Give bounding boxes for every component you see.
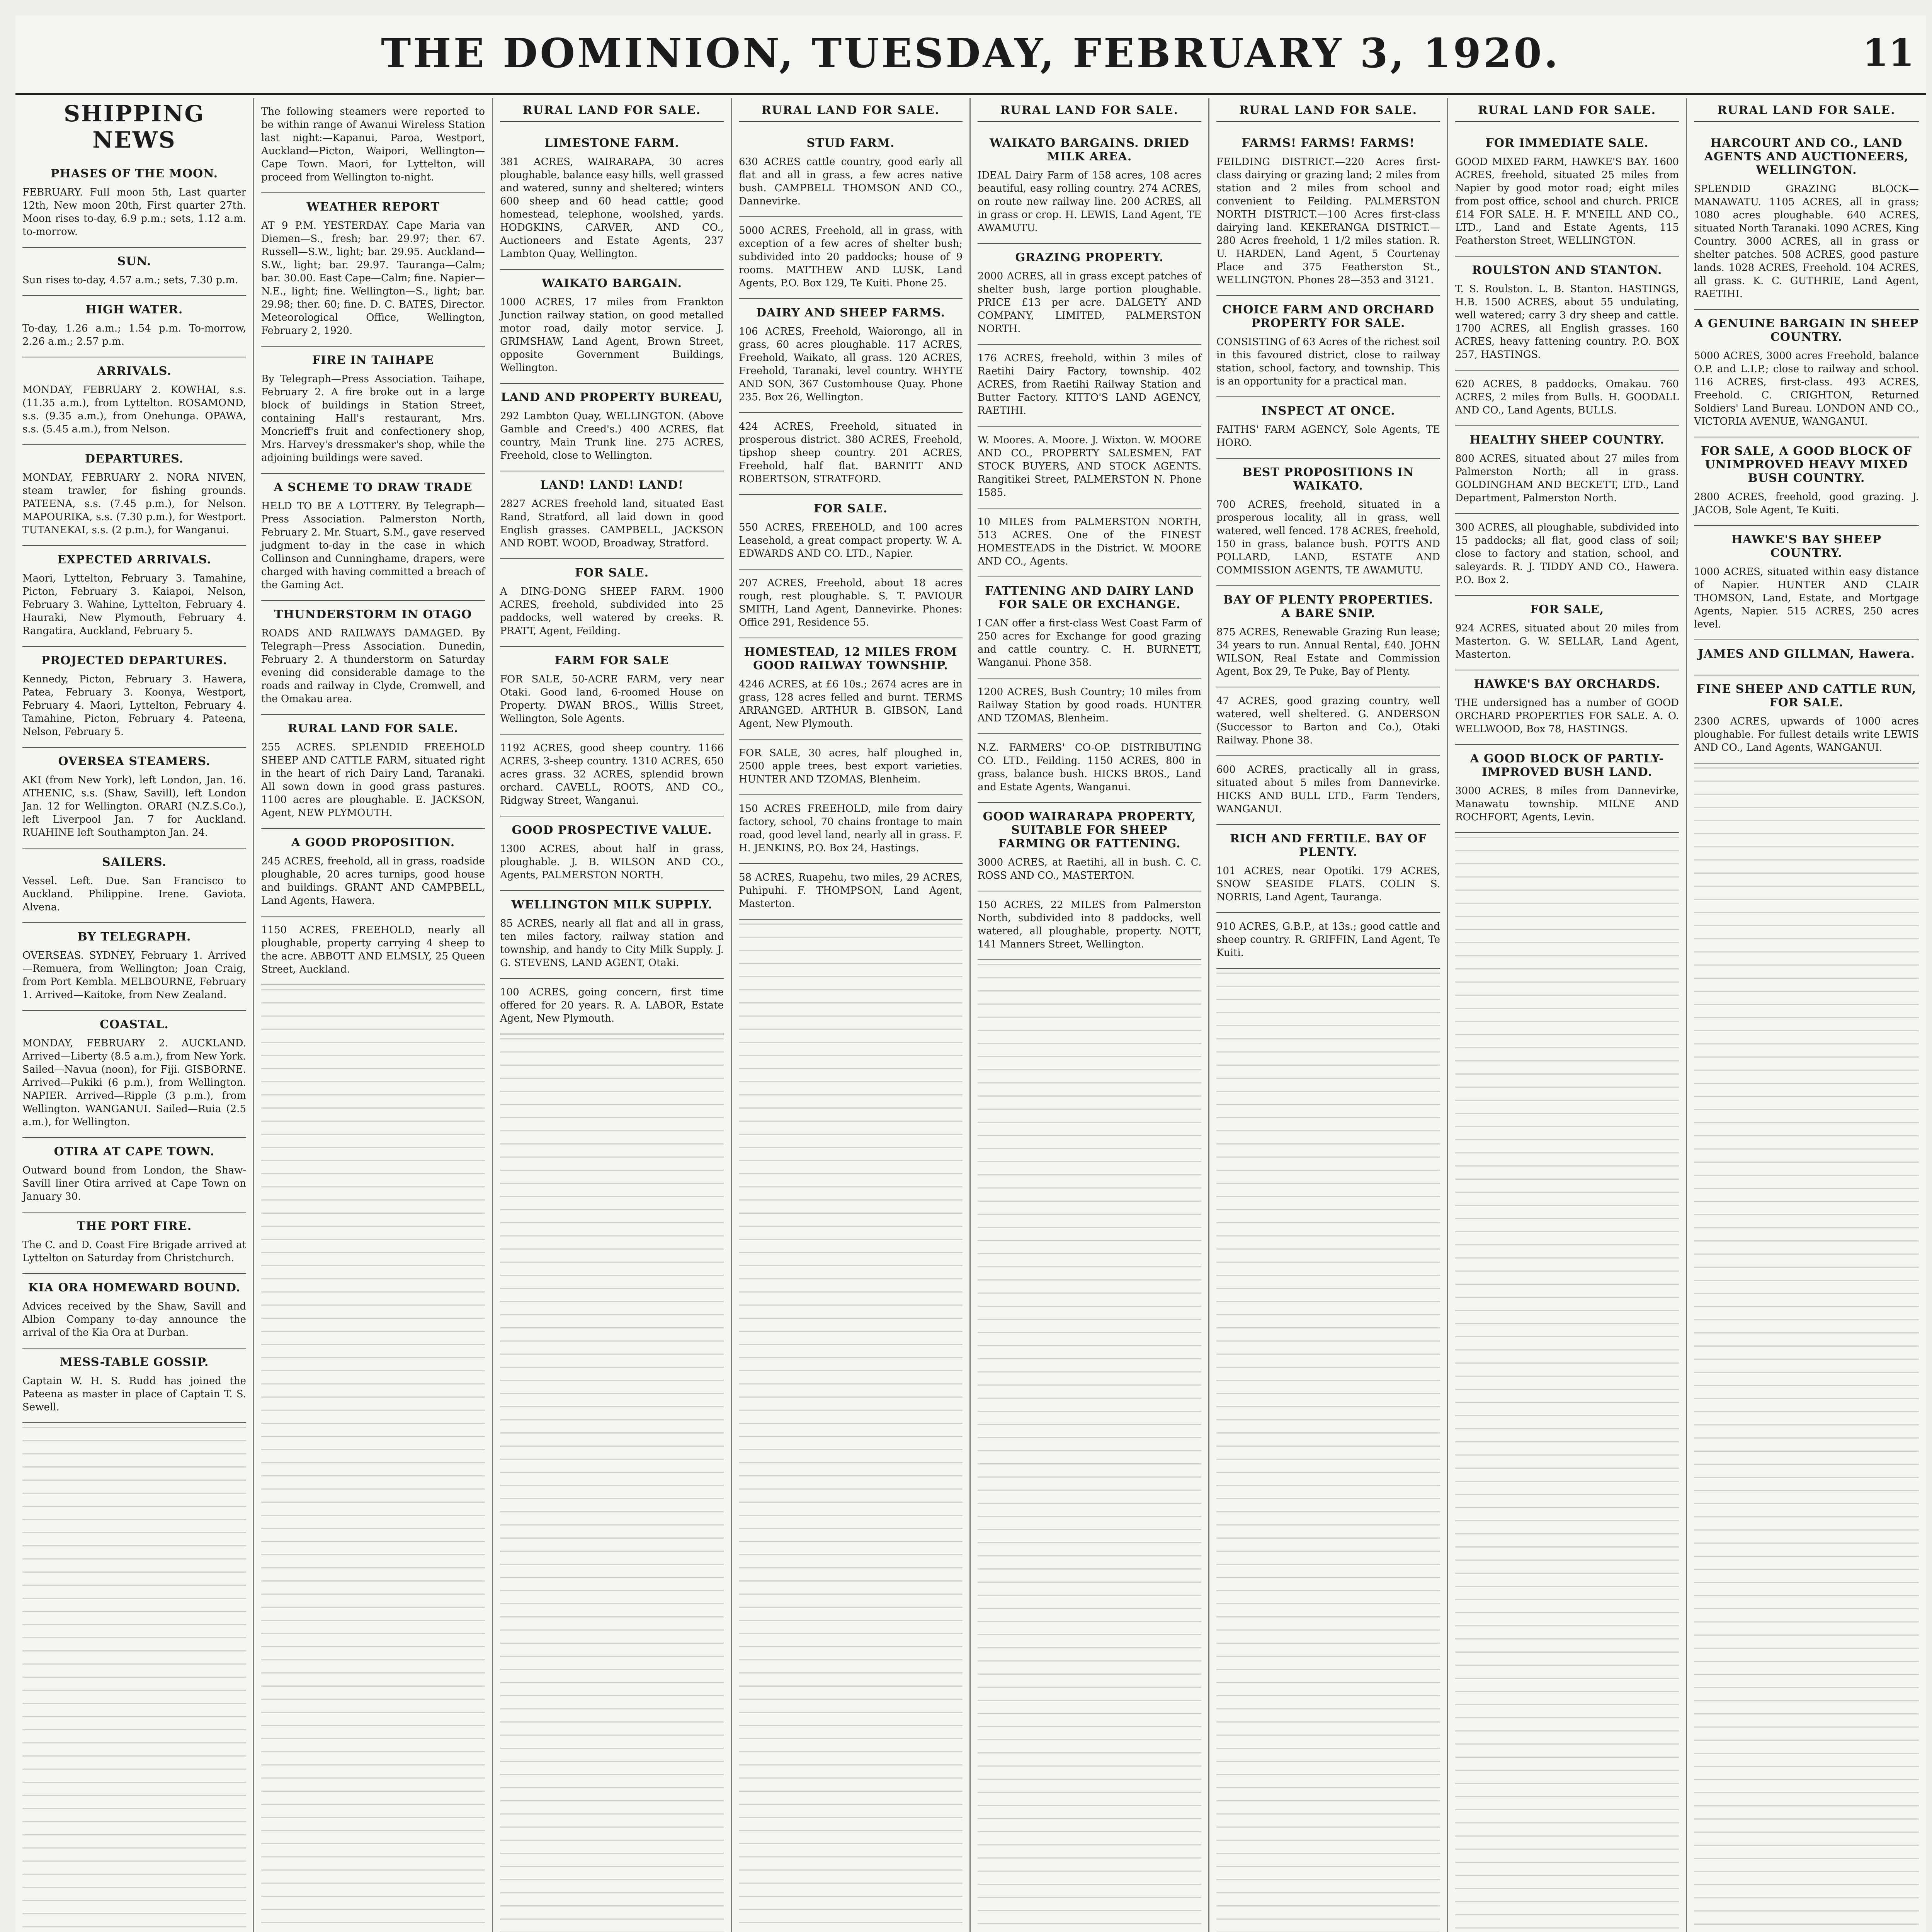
advertisement-block: [500, 384, 724, 471]
block-text: MONDAY, FEBRUARY 2. NORA NIVEN, steam trawler, for fishing grounds. PATEENA, s.s. (7.45 p.m.), for Nelson. MAPOURIKA, s.s. (7.30 p.m.), for Westport. TUTANEKAI, s.s. (2 p.m.), for Wanganui.: [22, 472, 246, 536]
block-text: 5000 ACRES, 3000 acres Freehold, balance O.P. and L.I.P.; close to railway and school. 116 ACRES, first-class. 493 ACRES, Freehold. C. CRIGHTON, Returned Soldiers' Land Bureau. LONDON AND CO., VICTORIA AVENUE, WANGANUI.: [1694, 350, 1919, 427]
advertisement-block: [22, 357, 246, 445]
block-heading: CHOICE FARM AND ORCHARD PROPERTY FOR SALE.: [1222, 303, 1434, 330]
advertisement-block: [500, 891, 724, 979]
advertisement-block: [22, 1138, 246, 1213]
advertisement-block: [500, 270, 724, 384]
block-text: 207 ACRES, Freehold, about 18 acres rough, rest ploughable. S. T. PAVIOUR SMITH, Land Agent, Dannevirke. Phones: Office 291, Residence 55.: [739, 577, 963, 628]
block-heading: KIA ORA HOMEWARD BOUND.: [28, 1281, 241, 1294]
block-text: 4246 ACRES, at £6 10s.; 2674 acres are in grass, 128 acres felled and burnt. TERMS ARRANGED. ARTHUR B. GIBSON, Land Agent, New Plymouth.: [739, 679, 963, 730]
block-heading: STUD FARM.: [806, 136, 895, 150]
masthead-title: THE DOMINION, TUESDAY, FEBRUARY 3, 1920.: [381, 29, 1560, 77]
column-header: RURAL LAND FOR SALE.: [1216, 98, 1440, 122]
block-text: 630 ACRES cattle country, good early all flat and all in grass, a few acres native bush. CAMPBELL THOMSON AND CO., Dannevirke.: [739, 156, 963, 207]
block-text: I CAN offer a first-class West Coast Farm of 250 acres for Exchange for good grazing and cattle country. C. H. BURNETT, Wanganui. Phone 358.: [978, 617, 1201, 668]
block-heading: FINE SHEEP AND CATTLE RUN, FOR SALE.: [1696, 682, 1917, 709]
block-text: 1200 ACRES, Bush Country; 10 miles from Railway Station by good roads. HUNTER AND TZOMAS, Blenheim.: [978, 686, 1201, 724]
advertisement-block: [978, 129, 1201, 244]
block-heading: BEST PROPOSITIONS IN WAIKATO.: [1242, 466, 1414, 493]
block-text: The following steamers were reported to be within range of Awanui Wireless Station last night:—Kapanui, Paroa, Westport, Auckland—Picton, Waipori, Wellington—Cape Town. Maori, for Lyttelton, will proceed from Wellington to-night.: [261, 106, 485, 183]
advertisement-block: [978, 803, 1201, 891]
block-text: MONDAY, FEBRUARY 2. AUCKLAND. Arrived—Liberty (8.5 a.m.), from New York. Sailed—Navua (noon), for Fiji. GISBORNE. Arrived—Pukiki (6 p.m.), from Wellington. NAPIER. Arrived—Ripple (3 p.m.), from Wellington. WANGANUI. Sailed—Ruia (2.5 a.m.), for Wellington.: [22, 1037, 246, 1128]
block-text: 1192 ACRES, good sheep country. 1166 ACRES, 3-sheep country. 1310 ACRES, 650 acres grass. 32 ACRES, splendid brown orchard. CAVELL, ROOTS, AND CO., Ridgway Street, Wanganui.: [500, 742, 724, 806]
advertisement-block: [1216, 129, 1440, 296]
advertisement-block: [1694, 526, 1919, 640]
advertisement-block: [978, 577, 1201, 679]
advertisement-block: [739, 864, 963, 920]
block-heading: SUN.: [117, 255, 151, 268]
block-heading: BAY OF PLENTY PROPERTIES. A BARE SNIP.: [1223, 593, 1434, 620]
block-heading: A SCHEME TO DRAW TRADE: [274, 481, 473, 494]
advertisement-block: [261, 347, 485, 474]
block-text: W. Moores. A. Moore. J. Wixton. W. MOORE AND CO., PROPERTY SALESMEN, FAT STOCK BUYERS, AND STOCK AGENTS. Rangitikei Street, PALMERSTON N. Phone 1585.: [978, 434, 1201, 498]
block-heading: THE PORT FIRE.: [77, 1219, 192, 1233]
block-heading: FOR SALE.: [575, 566, 649, 580]
block-text: 255 ACRES. SPLENDID FREEHOLD SHEEP AND CATTLE FARM, situated right in the heart of rich Dairy Land, Taranaki. All sown down in good grass pastures. 1100 acres are ploughable. E. JACKSON, Agent, NEW PLYMOUTH.: [261, 742, 485, 819]
block-text: FOR SALE, 50-ACRE FARM, very near Otaki. Good land, 6-roomed House on Property. DWAN BROS., Willis Street, Wellington, Sole Agents.: [500, 673, 724, 724]
block-text: FAITHS' FARM AGENCY, Sole Agents, TE HORO.: [1216, 424, 1440, 449]
column-8: [1687, 98, 1926, 1932]
advertisement-block: [1455, 371, 1679, 426]
block-text: AKI (from New York), left London, Jan. 16. ATHENIC, s.s. (Shaw, Savill), left London Jan. 12 for Wellington. ORARI (N.Z.S.Co.), left Liverpool Jan. 7 for Auckland. RUAHINE left Southampton Jan. 24.: [22, 774, 246, 838]
advertisement-block: [500, 816, 724, 891]
block-text: 5000 ACRES, Freehold, all in grass, with exception of a few acres of shelter bush; subdivided into 20 paddocks; house of 9 rooms. MATTHEW AND LUSK, Land Agents, P.O. Box 129, Te Kuiti. Phone 25.: [739, 225, 963, 289]
advertisement-block: [22, 1011, 246, 1138]
block-text: Advices received by the Shaw, Savill and Albion Company to-day announce the arrival of the Kia Ora at Durban.: [22, 1301, 246, 1338]
block-heading: WELLINGTON MILK SUPPLY.: [511, 898, 713, 912]
advertisement-block: [261, 715, 485, 829]
column-6: [1209, 98, 1448, 1932]
advertisement-block: [500, 735, 724, 816]
advertisement-block: [22, 923, 246, 1011]
block-text: 2000 ACRES, all in grass except patches of shelter bush, large portion ploughable. PRICE £13 per acre. DALGETY AND COMPANY, LIMITED, PALMERSTON NORTH.: [978, 270, 1201, 335]
newsprint-texture: [739, 920, 963, 1932]
block-text: 620 ACRES, 8 paddocks, Omakau. 760 ACRES, 2 miles from Bulls. H. GOODALL AND CO., Land Agents, BULLS.: [1455, 378, 1679, 416]
block-text: AT 9 P.M. YESTERDAY. Cape Maria van Diemen—S., fresh; bar. 29.97; ther. 67. Russell—S.W., light; bar. 29.95. Auckland—S.W., light; bar. 29.97. Tauranga—Calm; bar. 30.00. East Cape—Calm; fine. Napier—N.E., light; fine. Wellington—S., light; bar. 29.98; ther. 60; fine. D. C. BATES, Director. Meteorological Office, Wellington, February 2, 1920.: [261, 220, 485, 337]
block-heading: THUNDERSTORM IN OTAGO: [274, 608, 472, 621]
block-text: ROADS AND RAILWAYS DAMAGED. By Telegraph—Press Association. Dunedin, February 2. A thunderstorm on Saturday evening did considerable damage to the roads and railway in Clyde, Cromwell, and the Omakau area.: [261, 628, 485, 705]
block-text: 2800 ACRES, freehold, good grazing. J. JACOB, Sole Agent, Te Kuiti.: [1694, 491, 1919, 516]
column-3: [493, 98, 732, 1932]
block-heading: ROULSTON AND STANTON.: [1472, 264, 1662, 277]
block-heading: GOOD PROSPECTIVE VALUE.: [512, 823, 712, 837]
advertisement-block: [261, 98, 485, 193]
column-7: [1448, 98, 1687, 1932]
newsprint-texture: [1216, 969, 1440, 1932]
block-heading: DEPARTURES.: [85, 452, 184, 466]
block-heading: HIGH WATER.: [85, 303, 183, 316]
advertisement-block: [1694, 640, 1919, 675]
block-heading: PROJECTED DEPARTURES.: [41, 654, 228, 667]
advertisement-block: [739, 740, 963, 795]
block-text: 100 ACRES, going concern, first time offered for 20 years. R. A. LABOR, Estate Agent, New Plymouth.: [500, 986, 724, 1024]
block-text: IDEAL Dairy Farm of 158 acres, 108 acres beautiful, easy rolling country. 274 ACRES, on route new railway line. 200 ACRES, all in grass or crop. H. LEWIS, Land Agent, TE AWAMUTU.: [978, 170, 1201, 234]
newsprint-texture: [1455, 833, 1679, 1932]
page-number: 11: [1862, 31, 1914, 75]
block-text: To-day, 1.26 a.m.; 1.54 p.m. To-morrow, 2.26 a.m.; 2.57 p.m.: [22, 323, 246, 347]
advertisement-block: [22, 1274, 246, 1349]
advertisement-block: [261, 917, 485, 985]
column-header: RURAL LAND FOR SALE.: [500, 98, 724, 122]
advertisement-block: [1216, 913, 1440, 969]
block-heading: HOMESTEAD, 12 MILES FROM GOOD RAILWAY TOWNSHIP.: [744, 645, 957, 672]
block-heading: BY TELEGRAPH.: [77, 930, 191, 944]
advertisement-block: [739, 129, 963, 217]
block-heading: GRAZING PROPERTY.: [1015, 251, 1164, 264]
section-title: SHIPPING NEWS: [64, 100, 205, 153]
advertisement-block: [1216, 756, 1440, 825]
block-text: T. S. Roulston. L. B. Stanton. HASTINGS, H.B. 1500 ACRES, about 55 undulating, well watered; carry 3 dry sheep and cattle. 1700 ACRES, all English grasses. 160 ACRES, heavy fattening country. P.O. BOX 257, HASTINGS.: [1455, 283, 1679, 361]
column-header: RURAL LAND FOR SALE.: [1455, 98, 1679, 122]
block-text: THE undersigned has a number of GOOD ORCHARD PROPERTIES FOR SALE. A. O. WELLWOOD, Box 78, HASTINGS.: [1455, 697, 1679, 735]
block-heading: WEATHER REPORT: [306, 200, 440, 214]
advertisement-block: [1694, 310, 1919, 437]
column-2: [254, 98, 493, 1932]
advertisement-block: [739, 570, 963, 638]
block-heading: ARRIVALS.: [97, 364, 172, 378]
block-text: 300 ACRES, all ploughable, subdivided into 15 paddocks; all flat, good class of soil; close to factory and station, school, and saleyards. R. J. TIDDY AND CO., Hawera. P.O. Box 2.: [1455, 522, 1679, 586]
column-4: [732, 98, 971, 1932]
advertisement-block: [1694, 437, 1919, 526]
advertisement-block: [1216, 296, 1440, 397]
advertisement-block: [739, 638, 963, 740]
column-header: RURAL LAND FOR SALE.: [1694, 98, 1919, 122]
block-heading: OVERSEA STEAMERS.: [58, 755, 211, 768]
block-text: Captain W. H. S. Rudd has joined the Pateena as master in place of Captain T. S. Sewell.: [22, 1375, 246, 1413]
advertisement-block: [22, 1213, 246, 1274]
advertisement-block: [739, 495, 963, 570]
block-heading: WAIKATO BARGAINS. DRIED MILK AREA.: [990, 136, 1189, 163]
block-text: 910 ACRES, G.B.P., at 13s.; good cattle and sheep country. R. GRIFFIN, Land Agent, Te Kuiti.: [1216, 921, 1440, 959]
advertisement-block: [22, 546, 246, 647]
block-text: 1150 ACRES, FREEHOLD, nearly all ploughable, property carrying 4 sheep to the acre. ABBOTT AND ELMSLY, 25 Queen Street, Auckland.: [261, 924, 485, 975]
block-text: 2300 ACRES, upwards of 1000 acres ploughable. For fullest details write LEWIS AND CO., Land Agents, WANGANUI.: [1694, 716, 1919, 753]
block-heading: INSPECT AT ONCE.: [1261, 404, 1395, 418]
block-text: CONSISTING of 63 Acres of the richest soil in this favoured district, close to railway station, school, factory, and township. This is an opportunity for a practical man.: [1216, 336, 1440, 387]
block-text: 700 ACRES, freehold, situated in a prosperous locality, all in grass, well watered, well fenced. 178 ACRES, freehold, 150 in grass, balance bush. POTTS AND POLLARD, LAND, ESTATE AND COMMISSION AGENTS, TE AWAMUTU.: [1216, 499, 1440, 576]
block-text: The C. and D. Coast Fire Brigade arrived at Lyttelton on Saturday from Christchurch.: [22, 1239, 246, 1264]
block-heading: RICH AND FERTILE. BAY OF PLENTY.: [1230, 832, 1427, 859]
block-heading: WAIKATO BARGAIN.: [542, 277, 682, 290]
block-heading: FOR IMMEDIATE SALE.: [1485, 136, 1649, 150]
block-text: 85 ACRES, nearly all flat and all in grass, ten miles factory, railway station and township, and handy to City Milk Supply. J. G. STEVENS, LAND AGENT, Otaki.: [500, 918, 724, 969]
newspaper-page: [15, 15, 1926, 1932]
advertisement-block: [739, 299, 963, 413]
block-text: MONDAY, FEBRUARY 2. KOWHAI, s.s. (11.35 a.m.), from Lyttelton. ROSAMOND, s.s. (9.35 a.m.), from Onehunga. OPAWA, s.s. (5.45 a.m.), from Nelson.: [22, 384, 246, 435]
block-text: 381 ACRES, WAIRARAPA, 30 acres ploughable, balance easy hills, well grassed and watered, sunny and sheltered; winters 600 sheep and 60 head cattle; good homestead, telephone, woolshed, yards. HODGKINS, CARVER, AND CO., Auctioneers and Estate Agents, 237 Lambton Quay, Wellington.: [500, 156, 724, 260]
newsprint-texture: [261, 985, 485, 1932]
block-text: 1000 ACRES, 17 miles from Frankton Junction railway station, on good metalled motor road, daily motor service. J. GRIMSHAW, Land Agent, Brown Street, opposite Government Buildings, Wellington.: [500, 296, 724, 374]
advertisement-block: [500, 559, 724, 647]
block-heading: DAIRY AND SHEEP FARMS.: [756, 306, 946, 320]
advertisement-block: [1455, 426, 1679, 514]
advertisement-block: [1694, 675, 1919, 764]
advertisement-block: [261, 829, 485, 917]
block-text: 800 ACRES, situated about 27 miles from Palmerston North; all in grass. GOLDINGHAM AND BECKETT, LTD., Land Department, Palmerston North.: [1455, 453, 1679, 504]
block-text: HELD TO BE A LOTTERY. By Telegraph—Press Association. Palmerston North, February 2. Mr. Stuart, S.M., gave reserved judgment to-day in the case in which Collinson and Cunninghame, drapers, were charged with having committed a breach of the Gaming Act.: [261, 500, 485, 591]
block-text: 150 ACRES, 22 MILES from Palmerston North, subdivided into 8 paddocks, well watered, all ploughable, property. NOTT, 141 Manners Street, Wellington.: [978, 899, 1201, 950]
block-text: 47 ACRES, good grazing country, well watered, well sheltered. G. ANDERSON (Successor to Barton and Co.), Otaki Railway. Phone 38.: [1216, 695, 1440, 746]
newsprint-texture: [22, 1423, 246, 1932]
block-text: 176 ACRES, freehold, within 3 miles of Raetihi Dairy Factory, township. 402 ACRES, from Raetihi Railway Station and Butter Factory. KITTO'S LAND AGENCY, RAETIHI.: [978, 352, 1201, 417]
advertisement-block: [500, 647, 724, 735]
advertisement-block: [1455, 596, 1679, 670]
block-text: GOOD MIXED FARM, HAWKE'S BAY. 1600 ACRES, freehold, situated 25 miles from Napier by good motor road; eight miles from post office, school and church. PRICE £14 FOR SALE. H. F. M'NEILL AND CO., LTD., Land and Estate Agents, 115 Featherston Street, WELLINGTON.: [1455, 156, 1679, 247]
advertisement-block: [22, 160, 246, 248]
block-text: 2827 ACRES freehold land, situated East Rand, Stratford, all laid down in good English grasses. CAMPBELL, JACKSON AND ROBT. WOOD, Broadway, Stratford.: [500, 498, 724, 549]
block-heading: FOR SALE.: [813, 502, 888, 515]
advertisement-block: [978, 679, 1201, 734]
block-heading: GOOD WAIRARAPA PROPERTY, SUITABLE FOR SHEEP FARMING OR FATTENING.: [983, 810, 1196, 850]
block-heading: OTIRA AT CAPE TOWN.: [54, 1145, 215, 1158]
block-heading: A GOOD BLOCK OF PARTLY-IMPROVED BUSH LAND.: [1470, 752, 1664, 779]
advertisement-block: [1216, 687, 1440, 756]
block-heading: A GOOD PROPOSITION.: [291, 836, 455, 849]
advertisement-block: [978, 509, 1201, 577]
newsprint-texture: [978, 960, 1201, 1932]
advertisement-block: [978, 427, 1201, 509]
block-text: Vessel. Left. Due. San Francisco to Auckland. Philippine. Irene. Gaviota. Alvena.: [22, 875, 246, 913]
advertisement-block: [261, 193, 485, 347]
block-text: N.Z. FARMERS' CO-OP. DISTRIBUTING CO. LTD., Feilding. 1150 ACRES, 800 in grass, balance bush. HICKS BROS., Land and Estate Agents, Wanganui.: [978, 742, 1201, 793]
columns-container: [15, 98, 1926, 1932]
advertisement-block: [1455, 129, 1679, 257]
advertisement-block: [22, 849, 246, 923]
block-text: 1000 ACRES, situated within easy distance of Napier. HUNTER AND CLAIR THOMSON, Land, Estate, and Mortgage Agents, Napier. 515 ACRES, 250 acres level.: [1694, 566, 1919, 630]
advertisement-block: [22, 248, 246, 296]
column-header: RURAL LAND FOR SALE.: [739, 98, 963, 122]
advertisement-block: [500, 471, 724, 559]
advertisement-block: [1455, 670, 1679, 745]
block-text: A DING-DONG SHEEP FARM. 1900 ACRES, freehold, subdivided into 25 paddocks, well watered by creeks. R. PRATT, Agent, Feilding.: [500, 586, 724, 637]
block-heading: FOR SALE, A GOOD BLOCK OF UNIMPROVED HEAVY MIXED BUSH COUNTRY.: [1701, 444, 1912, 485]
block-heading: PHASES OF THE MOON.: [50, 167, 218, 180]
block-heading: EXPECTED ARRIVALS.: [57, 553, 211, 566]
block-heading: FARM FOR SALE: [554, 654, 669, 667]
block-text: Maori, Lyttelton, February 3. Tamahine, Picton, February 3. Kaiapoi, Nelson, February 3. Wahine, Lyttelton, February 4. Hauraki, New Plymouth, February 4. Rangatira, Auckland, February 5.: [22, 573, 246, 637]
advertisement-block: [1455, 514, 1679, 596]
block-heading: HEALTHY SHEEP COUNTRY.: [1469, 433, 1665, 447]
advertisement-block: [500, 979, 724, 1034]
advertisement-block: [978, 244, 1201, 345]
advertisement-block: [1455, 257, 1679, 371]
advertisement-block: [1216, 825, 1440, 913]
block-heading: A GENUINE BARGAIN IN SHEEP COUNTRY.: [1694, 317, 1919, 344]
block-heading: MESS-TABLE GOSSIP.: [60, 1355, 209, 1369]
block-heading: LAND! LAND! LAND!: [540, 478, 684, 492]
block-text: 875 ACRES, Renewable Grazing Run lease; 34 years to run. Annual Rental, £40. JOHN WILSON, Real Estate and Commission Agent, Box 29, Te Puke, Bay of Plenty.: [1216, 626, 1440, 677]
advertisement-block: [1455, 745, 1679, 833]
advertisement-block: [261, 601, 485, 715]
block-text: FOR SALE, 30 acres, half ploughed in, 2500 apple trees, best export varieties. HUNTER AND TZOMAS, Blenheim.: [739, 747, 963, 785]
advertisement-block: [1216, 459, 1440, 586]
block-text: 550 ACRES, FREEHOLD, and 100 acres Leasehold, a great compact property. W. A. EDWARDS AND CO. LTD., Napier.: [739, 522, 963, 560]
column-5: [971, 98, 1209, 1932]
block-text: SPLENDID GRAZING BLOCK—MANAWATU. 1105 ACRES, all in grass; 1080 acres ploughable. 640 ACRES, situated North Taranaki. 1090 ACRES, King Country. 3000 ACRES, all in grass or shelter patches. 508 ACRES, good pasture lands. 1028 ACRES, Freehold. 104 ACRES, all grass. K. C. GUTHRIE, Land Agent, RAETIHI.: [1694, 183, 1919, 300]
advertisement-block: [22, 296, 246, 357]
advertisement-block: [1694, 129, 1919, 310]
block-text: 292 Lambton Quay, WELLINGTON. (Above Gamble and Creed's.) 400 ACRES, flat country, Main Trunk line. 275 ACRES, Freehold, close to Wellington.: [500, 410, 724, 461]
block-text: 150 ACRES FREEHOLD, mile from dairy factory, school, 70 chains frontage to main road, good level land, nearly all in grass. F. H. JENKINS, P.O. Box 24, Hastings.: [739, 803, 963, 854]
block-heading: SAILERS.: [102, 855, 167, 869]
advertisement-block: [978, 891, 1201, 960]
advertisement-block: [739, 217, 963, 299]
column-1: [15, 98, 254, 1932]
advertisement-block: [978, 734, 1201, 803]
block-text: 101 ACRES, near Opotiki. 179 ACRES, SNOW SEASIDE FLATS. COLIN S. NORRIS, Land Agent, Tauranga.: [1216, 865, 1440, 903]
block-heading: LIMESTONE FARM.: [544, 136, 679, 150]
block-heading: JAMES AND GILLMAN, Hawera.: [1698, 647, 1915, 661]
block-text: By Telegraph—Press Association. Taihape, February 2. A fire broke out in a large block of buildings in Station Street, containing Hall's restaurant, Mrs. Moncrieff's fruit and confectionery shop, Mrs. Harvey's dressmaker's shop, while the adjoining buildings were saved.: [261, 373, 485, 464]
block-text: 10 MILES from PALMERSTON NORTH, 513 ACRES. One of the FINEST HOMESTEADS in the District. W. MOORE AND CO., Agents.: [978, 516, 1201, 567]
block-text: FEBRUARY. Full moon 5th, Last quarter 12th, New moon 20th, First quarter 27th. Moon rises to-day, 6.9 p.m.; sets, 1.12 a.m. to-morrow.: [22, 187, 246, 238]
block-text: 106 ACRES, Freehold, Waiorongo, all in grass, 60 acres ploughable. 117 ACRES, Freehold, Waikato, all grass. 120 ACRES, Freehold, Taranaki, level country. WHYTE AND SON, 367 Customhouse Quay. Phone 235. Box 26, Wellington.: [739, 326, 963, 403]
block-text: 3000 ACRES, 8 miles from Dannevirke, Manawatu township. MILNE AND ROCHFORT, Agents, Levin.: [1455, 785, 1679, 823]
block-heading: FOR SALE,: [1530, 603, 1604, 616]
advertisement-block: [22, 445, 246, 546]
advertisement-block: [22, 647, 246, 748]
block-heading: FIRE IN TAIHAPE: [312, 354, 434, 367]
advertisement-block: [978, 345, 1201, 427]
block-text: OVERSEAS. SYDNEY, February 1. Arrived—Remuera, from Wellington; Joan Craig, from Port Kembla. MELBOURNE, February 1. Arrived—Kaitoke, from New Zealand.: [22, 950, 246, 1001]
block-text: 924 ACRES, situated about 20 miles from Masterton. G. W. SELLAR, Land Agent, Masterton.: [1455, 622, 1679, 660]
block-text: 245 ACRES, freehold, all in grass, roadside ploughable, 20 acres turnips, good house and buildings. GRANT AND CAMPBELL, Land Agents, Hawera.: [261, 855, 485, 906]
advertisement-block: [22, 748, 246, 849]
advertisement-block: [261, 474, 485, 601]
block-heading: HARCOURT AND CO., LAND AGENTS AND AUCTIONEERS, WELLINGTON.: [1704, 136, 1909, 177]
newsprint-texture: [1694, 764, 1919, 1932]
block-heading: FATTENING AND DAIRY LAND FOR SALE OR EXCHANGE.: [985, 584, 1194, 611]
block-heading: COASTAL.: [100, 1018, 169, 1031]
block-heading: FARMS! FARMS! FARMS!: [1242, 136, 1415, 150]
block-text: Outward bound from London, the Shaw-Savill liner Otira arrived at Cape Town on January 30.: [22, 1165, 246, 1202]
block-heading: HAWKE'S BAY SHEEP COUNTRY.: [1731, 533, 1882, 560]
block-text: 1300 ACRES, about half in grass, ploughable. J. B. WILSON AND CO., Agents, PALMERSTON NORTH.: [500, 843, 724, 881]
block-heading: HAWKE'S BAY ORCHARDS.: [1474, 677, 1660, 691]
masthead: [15, 15, 1926, 95]
column-header: RURAL LAND FOR SALE.: [978, 98, 1201, 122]
advertisement-block: [1216, 586, 1440, 687]
block-text: 58 ACRES, Ruapehu, two miles, 29 ACRES, Puhipuhi. F. THOMPSON, Land Agent, Masterton.: [739, 872, 963, 910]
block-heading: RURAL LAND FOR SALE.: [287, 722, 459, 735]
block-text: Kennedy, Picton, February 3. Hawera, Patea, February 3. Koonya, Westport, February 4. Maori, Lyttelton, February 4. Tamahine, Picton, February 4. Pateena, Nelson, February 5.: [22, 673, 246, 738]
newsprint-texture: [500, 1034, 724, 1932]
block-text: Sun rises to-day, 4.57 a.m.; sets, 7.30 p.m.: [22, 274, 238, 286]
advertisement-block: [739, 795, 963, 864]
block-text: 3000 ACRES, at Raetihi, all in bush. C. C. ROSS AND CO., MASTERTON.: [978, 857, 1201, 881]
advertisement-block: [1216, 397, 1440, 459]
advertisement-block: [22, 1349, 246, 1423]
block-heading: LAND AND PROPERTY BUREAU,: [501, 391, 723, 404]
block-text: 600 ACRES, practically all in grass, situated about 5 miles from Dannevirke. HICKS AND BULL LTD., Farm Tenders, WANGANUI.: [1216, 764, 1440, 815]
advertisement-block: [500, 129, 724, 270]
block-text: FEILDING DISTRICT.—220 Acres first-class dairying or grazing land; 2 miles from station and 2 miles from school and convenient to Feilding. PALMERSTON NORTH DISTRICT.—100 Acres first-class dairying land. KEKERANGA DISTRICT.—280 Acres freehold, 1 1/2 miles station. R. U. HARDEN, Land Agent, 5 Courtenay Place and 375 Featherston St., WELLINGTON. Phones 28—353 and 3121.: [1216, 156, 1440, 286]
block-text: 424 ACRES, Freehold, situated in prosperous district. 380 ACRES, Freehold, tipshop sheep country. 201 ACRES, Freehold, half flat. BARNITT AND ROBERTSON, STRATFORD.: [739, 421, 963, 485]
advertisement-block: [739, 413, 963, 495]
